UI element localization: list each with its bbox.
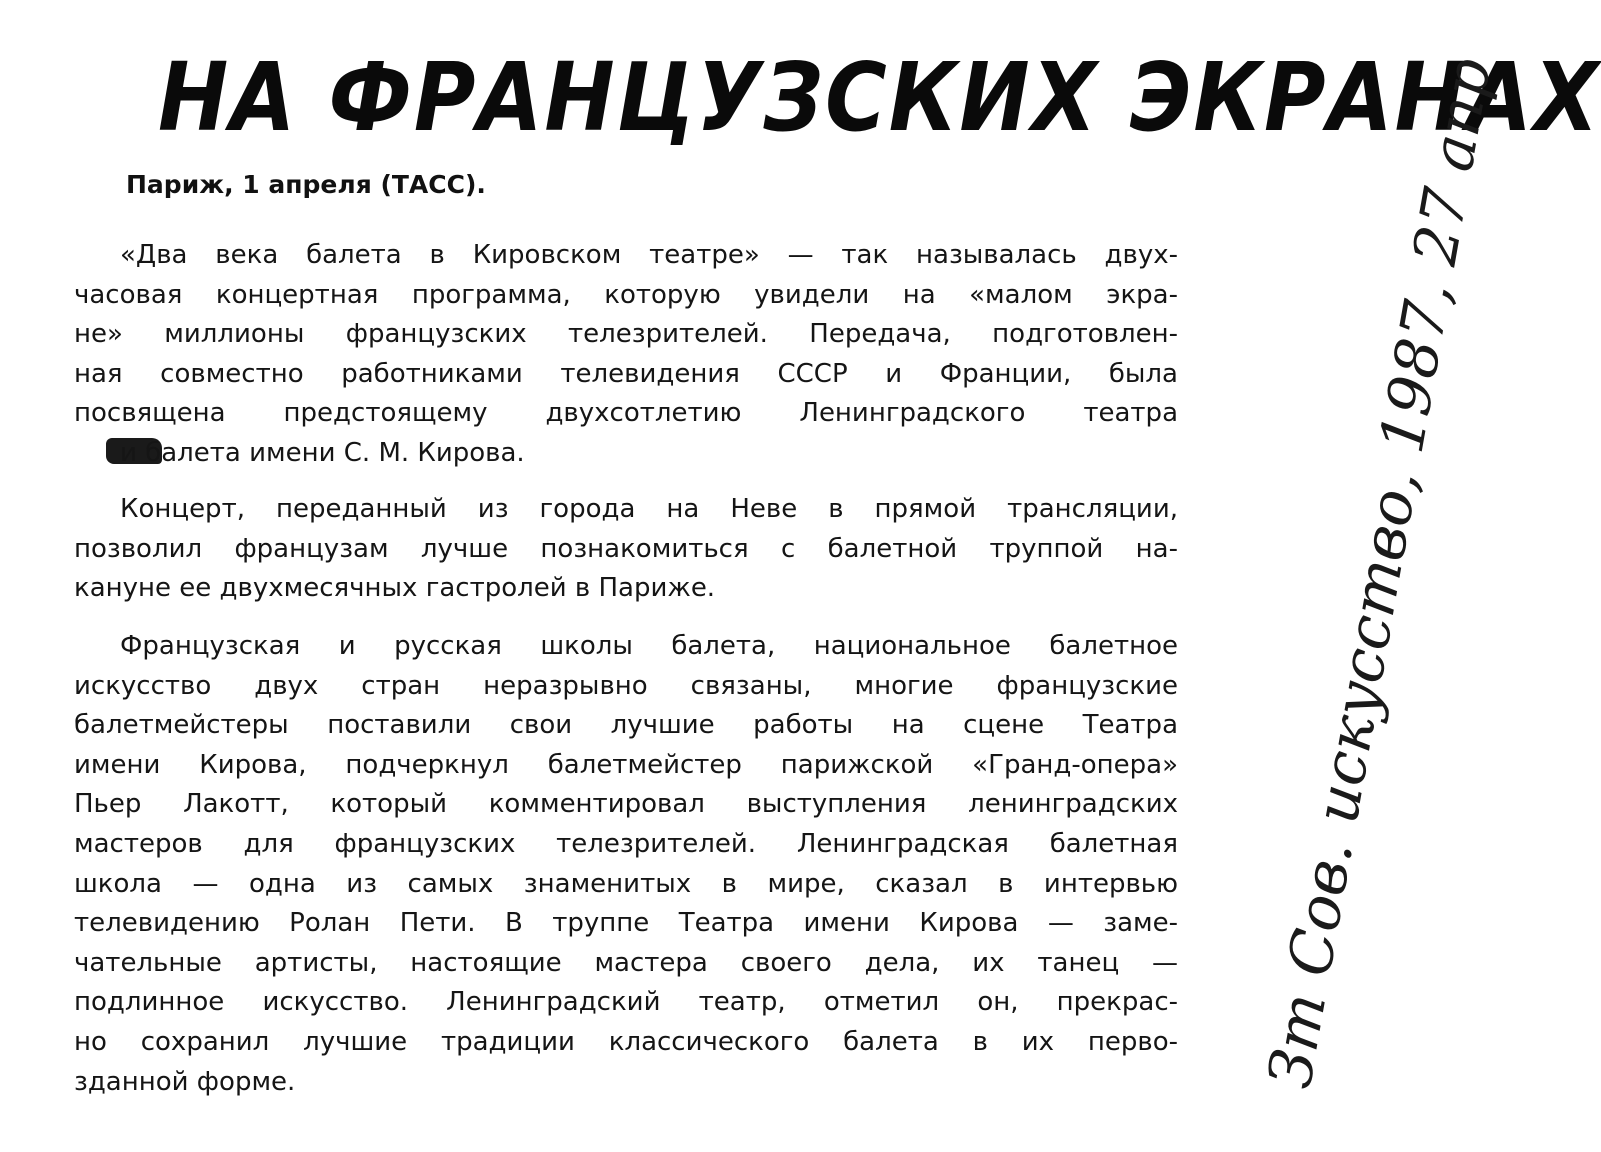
text-line: но сохранил лучшие традиции классического балета в их перво- [74,1026,1178,1057]
text-line: и балета имени С. М. Кирова. [120,437,525,468]
text-line: школа — одна из самых знаменитых в мире, сказал в интервью [74,868,1178,899]
text-line: часовая концертная программа, которую увидели на «малом экра- [74,279,1178,310]
text-line: Концерт, переданный из города на Неве в прямой трансляции, [120,494,1178,524]
text-line: мастеров для французских телезрителей. Ленинградская балетная [74,828,1178,859]
text-line: балетмейстеры поставили свои лучшие работы на сцене Театра [74,710,1178,741]
text-line: ная совместно работниками телевидения СССР и Франции, была [74,358,1178,389]
paragraph-3 [74,627,1178,1102]
handwritten-annotation: Зт Сов. искусство, 1987, 27 апр [1254,53,1506,1094]
paragraph-2 [74,490,1178,609]
text-line: Пьер Лакотт, который комментировал выступления ленинградских [74,789,1178,820]
text-line: не» миллионы французских телезрителей. Передача, подготовлен- [74,319,1178,350]
article-dateline: Париж, 1 апреля (ТАСС). [126,170,486,199]
text-line: Французская и русская школы балета, национальное балетное [120,631,1178,661]
text-line: имени Кирова, подчеркнул балетмейстер парижской «Гранд-опера» [74,749,1178,780]
text-line: телевидению Ролан Пети. В труппе Театра имени Кирова — заме- [74,908,1178,939]
text-line: посвящена предстоящему двухсотлетию Ленинградского театра [74,398,1178,429]
text-line: подлинное искусство. Ленинградский театр, отметил он, прекрас- [74,987,1178,1018]
text-line: кануне ее двухмесячных гастролей в Париже. [74,573,716,604]
text-line: чательные артисты, настоящие мастера своего дела, их танец — [74,947,1178,978]
paragraph-1 [74,236,1178,474]
text-line: зданной форме. [74,1066,296,1097]
article-headline: НА ФРАНЦУЗСКИХ ЭКРАНАХ [158,42,1601,153]
text-line: «Два века балета в Кировском театре» — так называлась двух- [120,240,1178,270]
text-line: позволил французам лучше познакомиться с балетной труппой на- [74,533,1178,564]
text-line: искусство двух стран неразрывно связаны, многие французские [74,670,1178,701]
